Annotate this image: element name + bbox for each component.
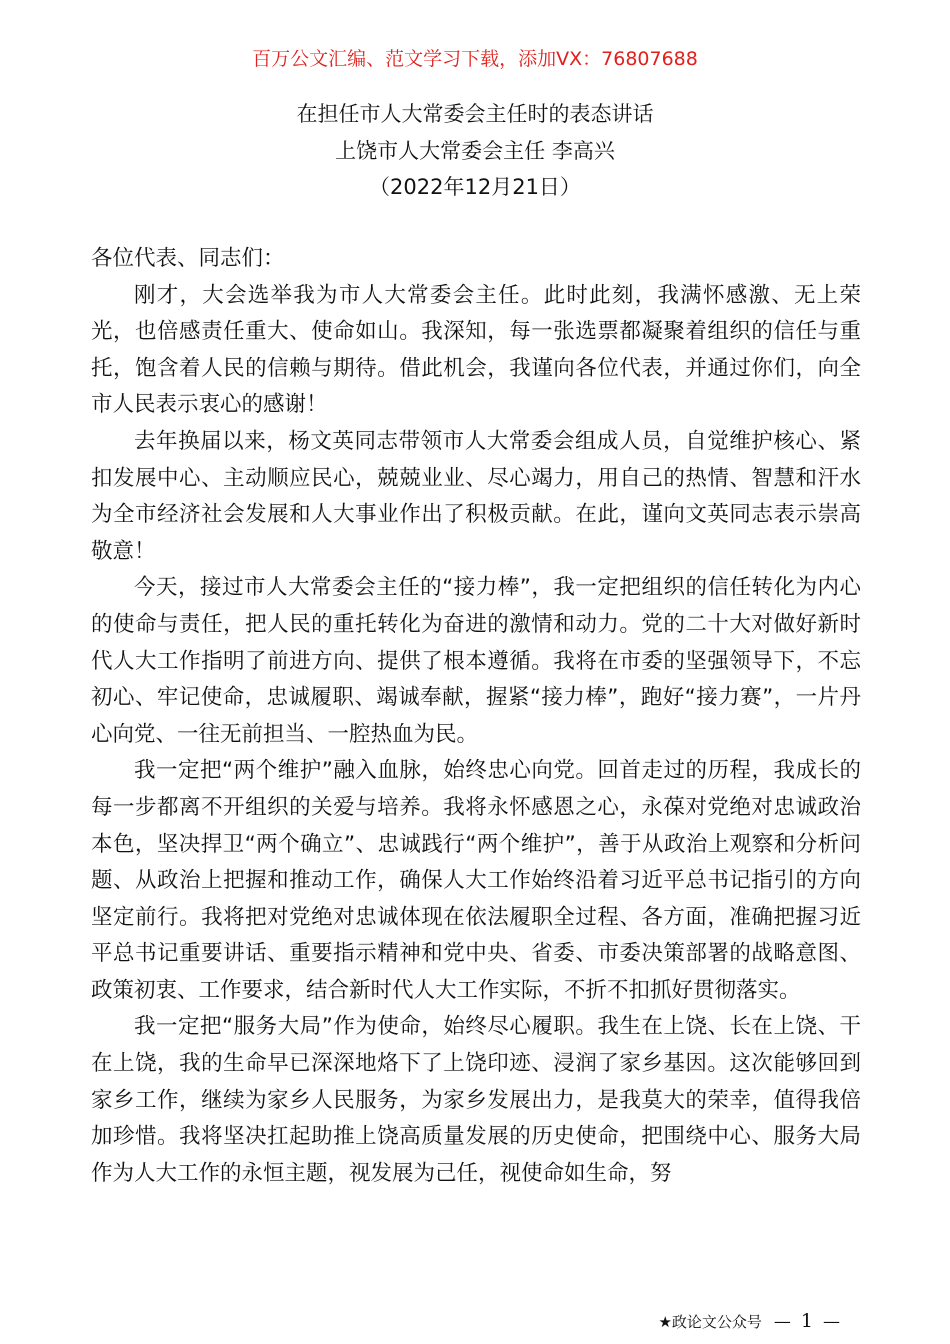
footer-source: ★政论文公众号	[658, 1313, 762, 1331]
footer-dash-left: —	[773, 1312, 791, 1332]
document-title: 在担任市人大常委会主任时的表态讲话	[296, 102, 654, 126]
paragraph-two-safeguards: 我一定把“两个维护”融入血脉，始终忠心向党。回首走过的历程，我成长的每一步都离不开组织的关爱与培养。我将永怀感恩之心，永葆对党绝对忠诚政治本色，坚决捍卫“两个确立”、忠诚践行“两个维护”，善于从政治上观察和分析问题、从政治上把握和推动工作，确保人大工作始终沿着习近平总书记指引的方向坚定前行。我将把对党绝对忠诚体现在依法履职全过程、各方面，准确把握习近平总书记重要讲话、重要指示精神和党中央、省委、市委决策部署的战略意图、政策初衷、工作要求，结合新时代人大工作实际，不折不扣抓好贯彻落实。	[91, 758, 861, 1003]
speech-date: （2022年12月21日）	[369, 175, 581, 199]
paragraph-relay-baton: 今天，接过市人大常委会主任的“接力棒”，我一定把组织的信任转化为内心的使命与责任，把人民的重托转化为奋进的激情和动力。党的二十大对做好新时代人大工作指明了前进方向、提供了根本遵循。我将在市委的坚强领导下，不忘初心、牢记使命，忠诚履职、竭诚奉献，握紧“接力棒”，跑好“接力赛”，一片丹心向党、一往无前担当、一腔热血为民。	[91, 575, 861, 747]
download-banner: 百万公文汇编、范文学习下载，添加VX：76807688	[252, 48, 698, 70]
speech-body	[91, 241, 861, 1192]
paragraph-thanks: 刚才，大会选举我为市人大常委会主任。此时此刻，我满怀感激、无上荣光，也倍感责任重大、使命如山。我深知，每一张选票都凝聚着组织的信任与重托，饱含着人民的信赖与期待。借此机会，我谨向各位代表，并通过你们，向全市人民表示衷心的感谢！	[91, 282, 861, 418]
document-header	[0, 96, 950, 206]
page-number: 1	[800, 1310, 813, 1332]
paragraph-predecessor: 去年换届以来，杨文英同志带领市人大常委会组成人员，自觉维护核心、紧扣发展中心、主动顺应民心，兢兢业业、尽心竭力，用自己的热情、智慧和汗水为全市经济社会发展和人大事业作出了积极贡献。在此，谨向文英同志表示崇高敬意！	[91, 428, 861, 564]
page-footer	[658, 1310, 840, 1333]
footer-dash-right: —	[823, 1312, 840, 1332]
speaker-line: 上饶市人大常委会主任 李高兴	[335, 138, 615, 163]
greeting: 各位代表、同志们：	[91, 246, 285, 271]
paragraph-serve-overall: 我一定把“服务大局”作为使命，始终尽心履职。我生在上饶、长在上饶、干在上饶，我的生命早已深深地烙下了上饶印迹、浸润了家乡基因。这次能够回到家乡工作，继续为家乡人民服务，为家乡发展出力，是我莫大的荣幸，值得我倍加珍惜。我将坚决扛起助推上饶高质量发展的历史使命，把围绕中心、服务大局作为人大工作的永恒主题，视发展为己任，视使命如生命，努	[91, 1014, 861, 1186]
